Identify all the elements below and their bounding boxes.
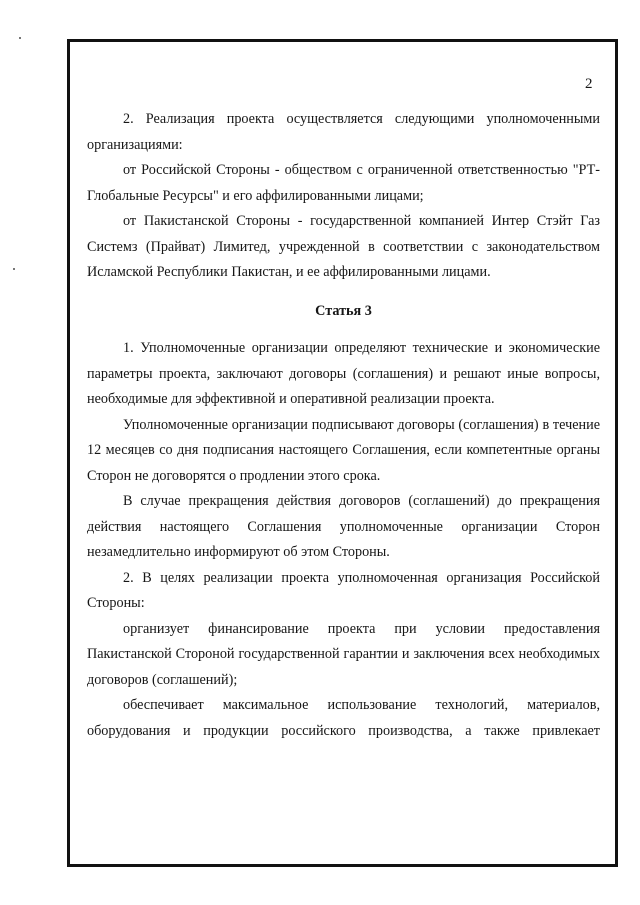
paragraph: от Российской Стороны - обществом с ограниченной ответственностью "РТ-Глобальные Ресурсы" и его аффилированными лицами;	[87, 162, 600, 204]
paragraph: В случае прекращения действия договоров (соглашений) до прекращения действия настоящего Соглашения уполномоченные организации Сторон незамедлительно информируют об этом Стороны.	[87, 493, 600, 560]
paragraph: обеспечивает максимальное использование технологий, материалов, оборудования и продукции российского производства, а также привлекает	[87, 697, 600, 739]
article-heading: Статья 3	[315, 303, 372, 319]
paragraph: организует финансирование проекта при условии предоставления Пакистанской Стороной государственной гарантии и заключения всех необходимых договоров (соглашений);	[87, 620, 600, 688]
scan-speck	[13, 268, 15, 270]
paragraph-group-1	[87, 107, 600, 286]
paragraph: Уполномоченные организации подписывают договоры (соглашения) в течение 12 месяцев со дня подписания настоящего Соглашения, если компетентные органы Сторон не договорятся о продлении этого срока.	[87, 416, 600, 484]
paragraph: от Пакистанской Стороны - государственной компанией Интер Стэйт Газ Системз (Прайват) Лимитед, учрежденной в соответствии с законодательством Исламской Республики Пакистан, и ее аффилированными лицами.	[87, 213, 600, 280]
paragraph: 1. Уполномоченные организации определяют технические и экономические параметры проекта, заключают договоры (соглашения) и решают иные вопросы, необходимые для эффективной и оперативной реализации проекта.	[87, 340, 600, 407]
paragraph: 2. Реализация проекта осуществляется следующими уполномоченными организациями:	[87, 111, 600, 153]
scan-speck	[19, 37, 21, 39]
paragraph: 2. В целях реализации проекта уполномоченная организация Российской Стороны:	[87, 569, 600, 611]
page-number: 2	[585, 76, 593, 92]
paragraph-group-2	[87, 336, 600, 744]
